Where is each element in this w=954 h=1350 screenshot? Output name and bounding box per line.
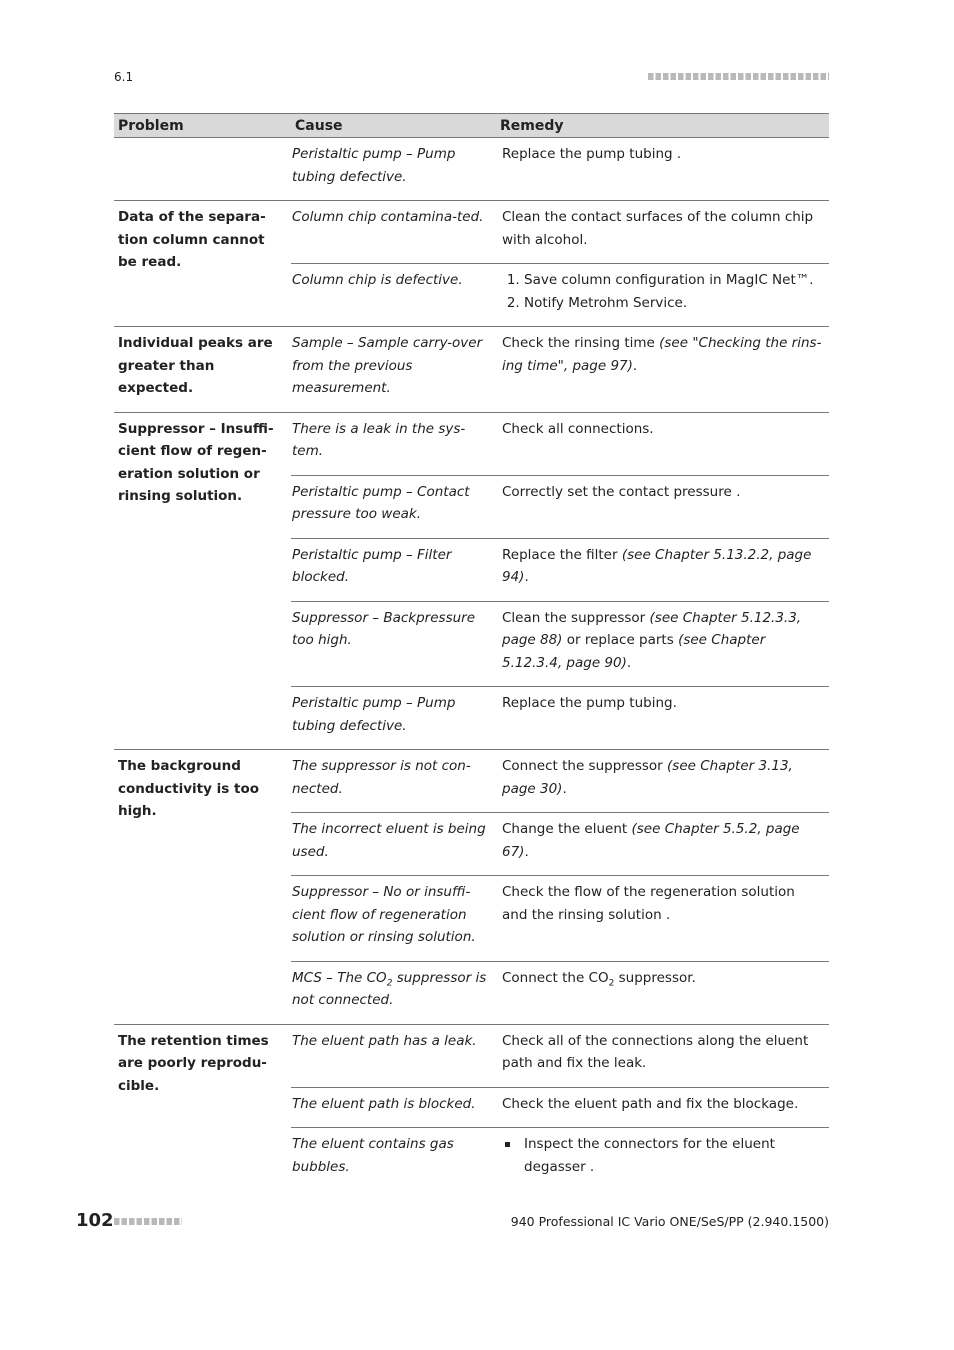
- remedy-steps: [502, 269, 823, 314]
- cause-cell: Column chip is defective.: [291, 264, 496, 327]
- footer-decoration: [114, 1218, 182, 1225]
- remedy-cell: [496, 961, 829, 1024]
- header-decoration: [648, 73, 829, 80]
- remedy-cell: Replace the pump tubing.: [496, 687, 829, 750]
- cause-cell: Suppressor – No or insuffi-cient flow of regeneration solution or rinsing solution.: [291, 876, 496, 962]
- table-row: [114, 201, 829, 264]
- section-number: 6.1: [114, 70, 134, 84]
- remedy-text: Replace the filter: [502, 546, 618, 563]
- remedy-cell: Check the eluent path and fix the blockage.: [496, 1087, 829, 1128]
- remedy-cell: [496, 1128, 829, 1191]
- remedy-text: Connect the suppressor: [502, 758, 663, 774]
- troubleshooting-table: [114, 113, 829, 1190]
- cross-reference-link[interactable]: (see Chapter 5.5.2, page 67): [502, 821, 800, 860]
- table-row: [114, 1024, 829, 1087]
- cause-cell: Column chip contamina-ted.: [291, 201, 496, 264]
- problem-cell: [114, 138, 291, 201]
- remedy-cell: [496, 264, 829, 327]
- remedy-step: 2. Notify Metrohm Service.: [524, 292, 823, 315]
- cause-cell: Sample – Sample carry-over from the previous measurement.: [291, 327, 496, 413]
- remedy-cell: [496, 327, 829, 413]
- remedy-cell: [496, 601, 829, 687]
- page-number: 102: [76, 1210, 114, 1231]
- remedy-cell: [496, 813, 829, 876]
- cause-cell: [291, 961, 496, 1024]
- table-row: [114, 138, 829, 201]
- remedy-text: or replace parts: [566, 632, 674, 648]
- remedy-text: Check the rinsing time: [502, 335, 655, 351]
- remedy-text: suppressor.: [614, 969, 696, 986]
- problem-cell: Data of the separa-tion column cannot be read.: [114, 201, 291, 327]
- cause-cell: Peristaltic pump – Pump tubing defective.: [292, 146, 456, 185]
- cause-cell: Peristaltic pump – Filter blocked.: [291, 538, 496, 601]
- product-name: 940 Professional IC Vario ONE/SeS/PP (2.940.1500): [510, 1214, 829, 1229]
- remedy-text: Clean the suppressor: [502, 609, 646, 626]
- problem-cell: The background conductivity is too high.: [114, 750, 291, 1025]
- subscript: 2: [386, 978, 393, 989]
- remedy-cell: Replace the pump tubing .: [502, 146, 682, 162]
- cause-cell: There is a leak in the sys-tem.: [291, 412, 496, 475]
- column-header-cause: Cause: [291, 114, 496, 138]
- remedy-text: Connect the CO: [502, 969, 609, 986]
- cause-cell: Peristaltic pump – Pump tubing defective.: [291, 687, 496, 750]
- cause-cell: The eluent path is blocked.: [291, 1087, 496, 1128]
- remedy-cell: Check all of the connections along the eluent path and fix the leak.: [496, 1024, 829, 1087]
- subscript: 2: [608, 978, 615, 989]
- cross-reference-link[interactable]: (see Chapter 5.12.3.4, page 90): [502, 632, 766, 671]
- remedy-end: .: [626, 654, 632, 671]
- remedy-end: .: [524, 569, 529, 585]
- problem-cell: Suppressor – Insuffi-cient flow of regen-eration solution or rinsing solution.: [114, 412, 291, 750]
- remedy-cell: Correctly set the contact pressure .: [496, 475, 829, 538]
- remedy-bullet: Inspect the connectors for the eluent degasser .: [524, 1133, 823, 1178]
- cross-reference-link[interactable]: (see Chapter 5.12.3.3, page 88): [502, 609, 802, 648]
- cross-reference-link[interactable]: (see "Checking the rins-ing time", page 97): [502, 335, 822, 374]
- cross-reference-link[interactable]: (see Chapter 5.13.2.2, page 94): [502, 546, 812, 585]
- problem-cell: The retention times are poorly reprodu-cible.: [114, 1024, 291, 1190]
- cause-cell: Suppressor – Backpressure too high.: [291, 601, 496, 687]
- table-row: [114, 412, 829, 475]
- remedy-text: Change the eluent: [502, 821, 628, 837]
- remedy-cell: Check all connections.: [496, 412, 829, 475]
- remedy-end: .: [524, 843, 529, 860]
- remedy-cell: Clean the contact surfaces of the column chip with alcohol.: [496, 201, 829, 264]
- remedy-cell: [496, 750, 829, 813]
- remedy-end: .: [632, 357, 638, 374]
- cause-cell: The eluent path has a leak.: [291, 1024, 496, 1087]
- table-row: [114, 327, 829, 413]
- column-header-remedy: Remedy: [496, 114, 829, 138]
- table-row: [114, 750, 829, 813]
- remedy-cell: [496, 538, 829, 601]
- remedy-step: 1. Save column configuration in MagIC Net™.: [524, 269, 823, 292]
- problem-cell: Individual peaks are greater than expected.: [114, 327, 291, 413]
- column-header-problem: Problem: [114, 114, 291, 138]
- cause-text: suppressor is not connected.: [292, 969, 487, 1008]
- table-header-row: [114, 114, 829, 138]
- cause-cell: The incorrect eluent is being used.: [291, 813, 496, 876]
- cross-reference-link[interactable]: (see Chapter 3.13, page 30): [502, 758, 793, 797]
- remedy-end: .: [562, 780, 567, 797]
- cause-text: MCS – The CO: [292, 969, 387, 986]
- cause-cell: Peristaltic pump – Contact pressure too weak.: [291, 475, 496, 538]
- cause-cell: The eluent contains gas bubbles.: [291, 1128, 496, 1191]
- cause-cell: The suppressor is not con-nected.: [291, 750, 496, 813]
- remedy-bullets: [502, 1133, 823, 1178]
- remedy-cell: Check the flow of the regeneration solution and the rinsing solution .: [496, 876, 829, 962]
